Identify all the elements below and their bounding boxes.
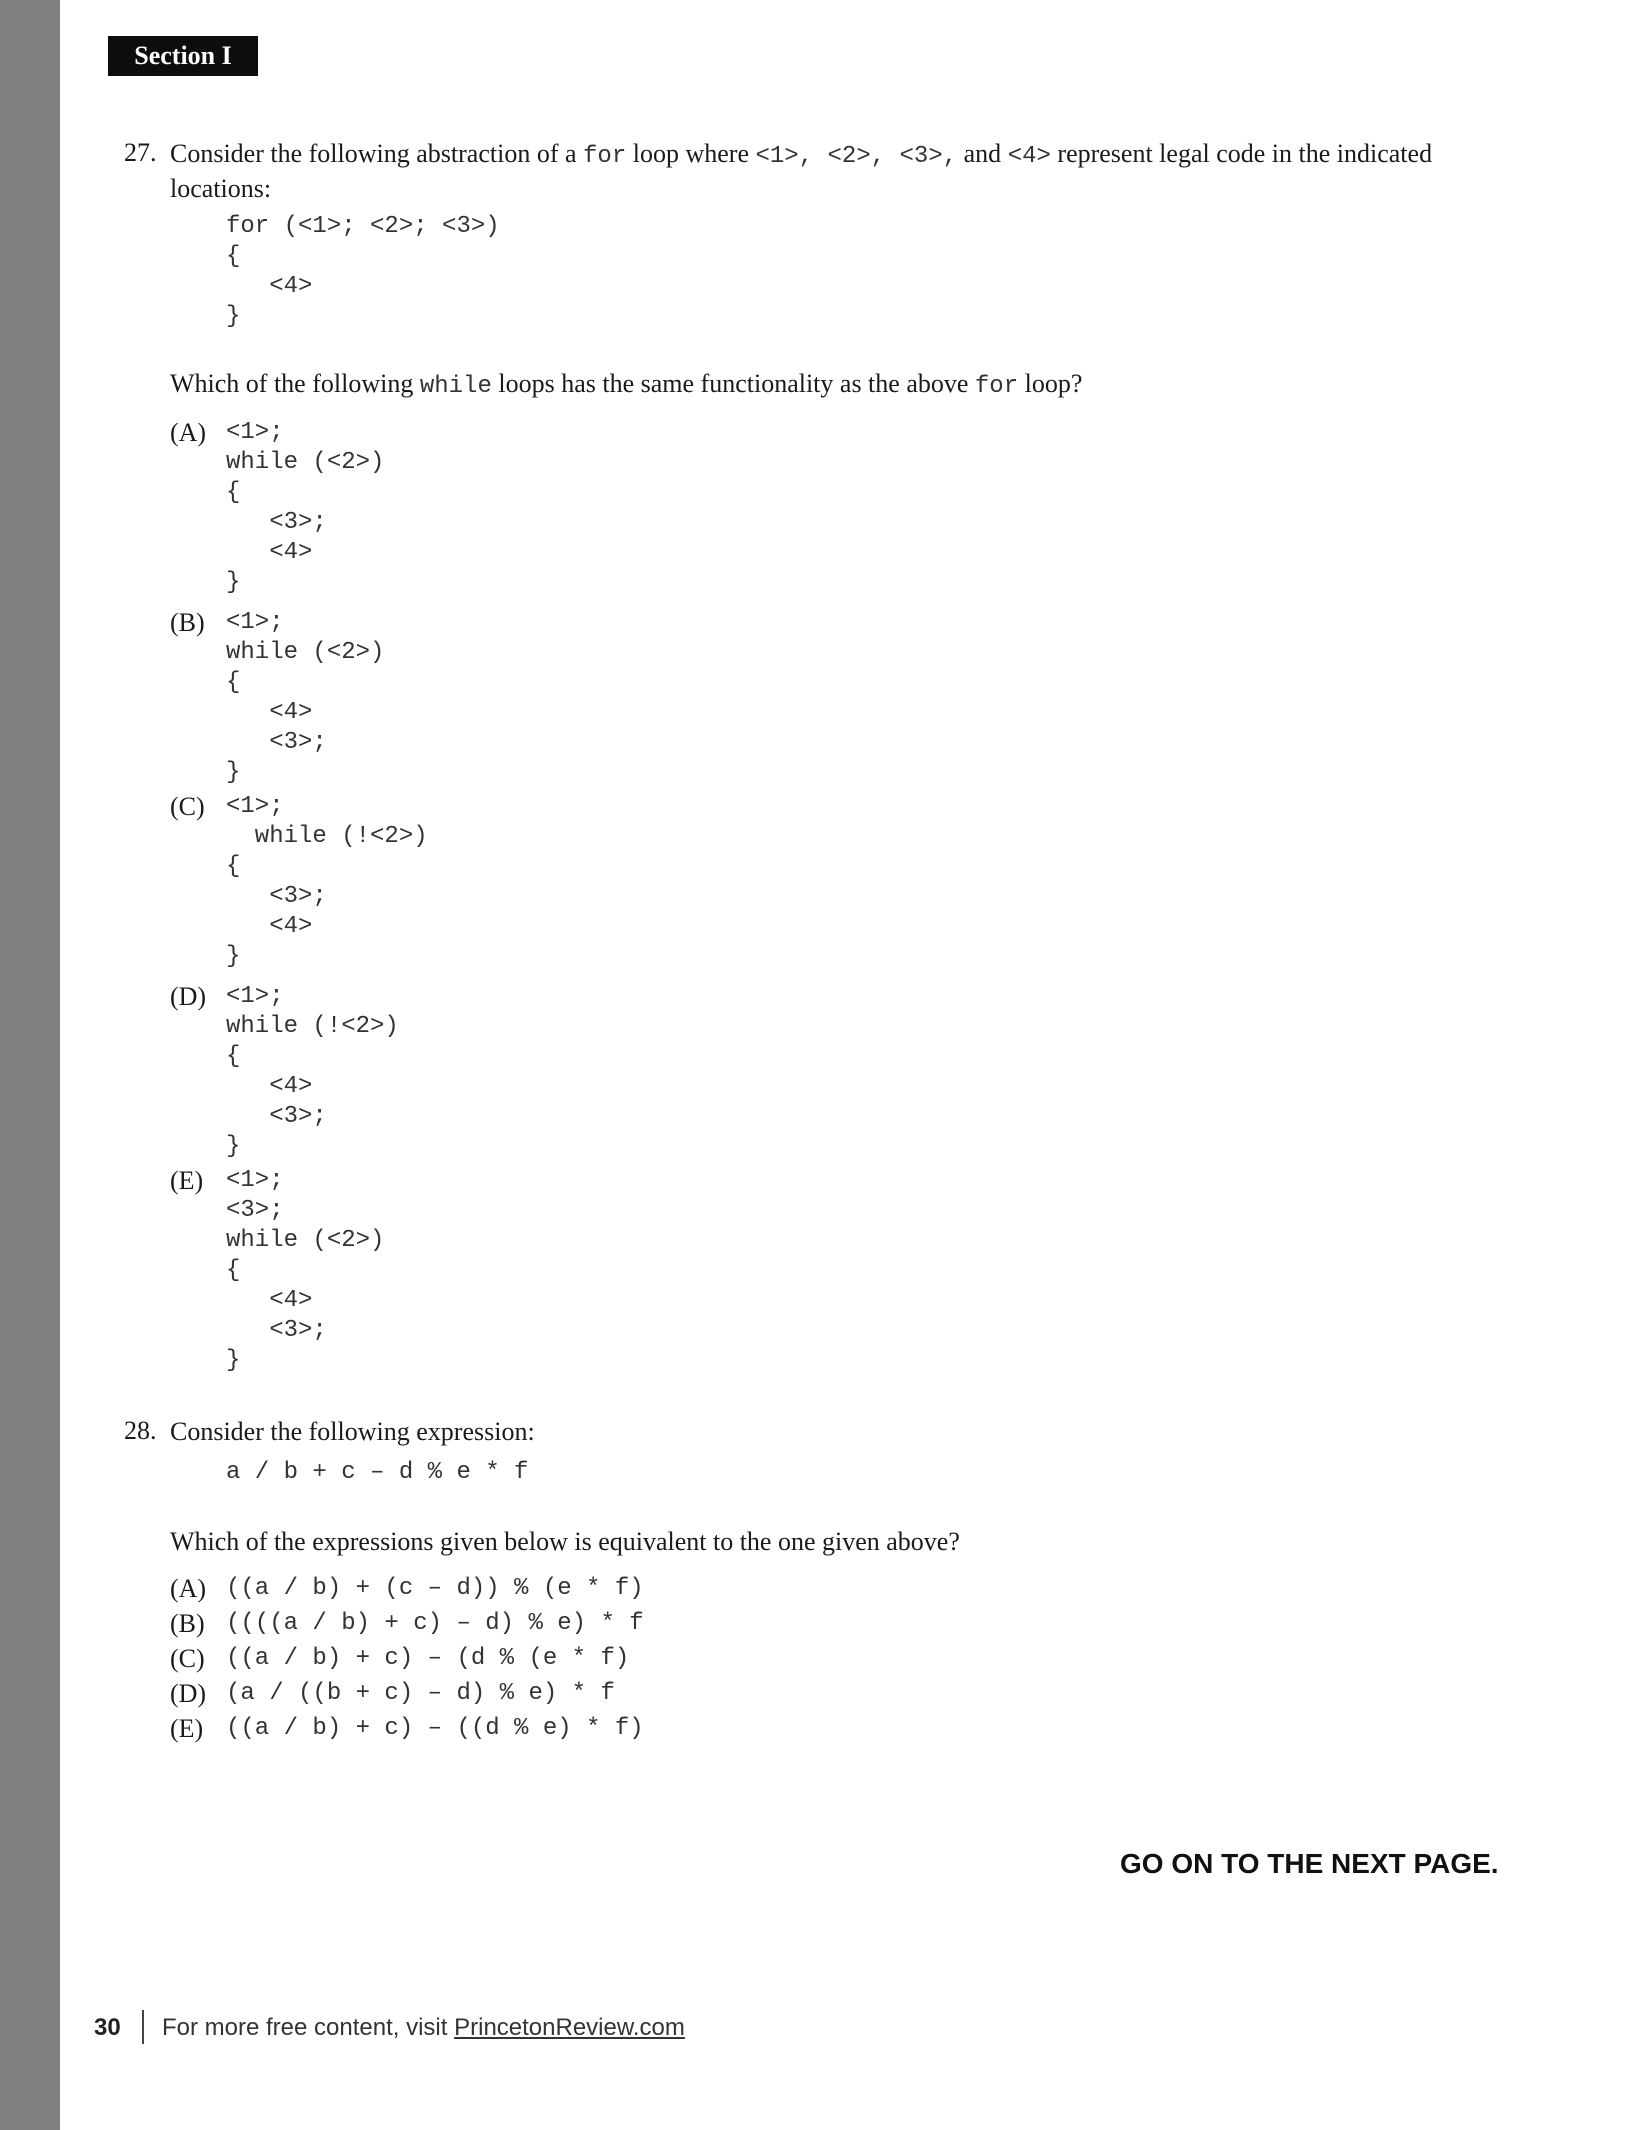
option-code-line: <4> [226,539,313,566]
text-run: and [957,139,1008,168]
question-28-stem: Consider the following expression: [170,1417,535,1446]
option-letter: (A) [170,418,207,447]
option-code-line: while (<2>) [226,639,385,666]
page-number: 30 [94,2014,121,2041]
footer-divider [142,2010,144,2044]
question-28-expression: a / b + c – d % e * f [226,1459,529,1486]
option-code-line: <3>; [226,1103,327,1130]
option-code-line: <4> [226,1287,313,1314]
option-code-line: <1>; [226,609,284,636]
option-letter: (E) [170,1714,204,1743]
page-gutter [0,0,60,2130]
option-letter: (B) [170,1609,205,1638]
code-line: for (<1>; <2>; <3>) [226,213,500,240]
inline-code: for [974,373,1019,400]
option-expression: ((a / b) + c) – ((d % e) * f) [226,1715,644,1742]
go-next-page-notice: GO ON TO THE NEXT PAGE. [1120,1848,1499,1879]
option-code-line: } [226,759,241,786]
option-code-line: } [226,1133,241,1160]
inline-code: <4> [1007,143,1051,170]
option-code-line: while (<2>) [226,1227,385,1254]
inline-code: <1>, <2>, <3>, [755,143,958,170]
option-code-line: <3>; [226,509,327,536]
option-letter: (C) [170,792,205,821]
option-code-line: while (!<2>) [226,823,428,850]
option-code-line: <1>; [226,793,284,820]
option-letter: (E) [170,1166,204,1195]
option-code-line: while (!<2>) [226,1013,399,1040]
question-27-prompt [170,368,1470,403]
option-code-line: <4> [226,913,313,940]
text-run: Which of the following [170,369,420,398]
code-line: <4> [226,273,313,300]
text-run: Consider the following abstraction of a [170,139,584,168]
text-run: loop where [626,139,756,168]
footer-text [162,2014,685,2042]
option-expression: ((a / b) + (c – d)) % (e * f) [226,1575,644,1602]
option-code-line: <3>; [226,1197,284,1224]
option-code-line: } [226,569,241,596]
inline-code: while [419,373,492,400]
option-code-line: <3>; [226,883,327,910]
option-code-line: <4> [226,699,313,726]
text-run: loop? [1018,369,1083,398]
option-code-line: <1>; [226,1167,284,1194]
option-code-line: { [226,479,241,506]
option-letter: (C) [170,1644,205,1673]
question-27-stem [170,138,1470,205]
option-code-line: { [226,1043,241,1070]
code-line: } [226,303,241,330]
option-code-line: { [226,669,241,696]
option-code-line: <1>; [226,419,284,446]
option-code-line: } [226,943,241,970]
option-letter: (B) [170,608,205,637]
footer-label: For more free content, visit [162,2014,455,2041]
option-letter: (A) [170,1574,207,1603]
option-letter: (D) [170,1679,207,1708]
option-code-line: } [226,1347,241,1374]
question-28-number: 28. [124,1416,157,1445]
option-code-line: <4> [226,1073,313,1100]
text-run: represent legal code in the indicated locations: [170,139,1433,203]
inline-code: for [583,143,627,170]
question-27-number: 27. [124,138,157,167]
option-code-line: { [226,1257,241,1284]
text-run: loops has the same functionality as the above [491,369,975,398]
option-letter: (D) [170,982,207,1011]
option-expression: ((a / b) + c) – (d % (e * f) [226,1645,630,1672]
option-expression: ((((a / b) + c) – d) % e) * f [226,1610,644,1637]
footer-link[interactable]: PrincetonReview.com [454,2014,685,2041]
section-label: Section I [108,36,258,76]
option-code-line: <3>; [226,1317,327,1344]
option-code-line: <3>; [226,729,327,756]
option-code-line: <1>; [226,983,284,1010]
option-expression: (a / ((b + c) – d) % e) * f [226,1680,615,1707]
question-28-prompt: Which of the expressions given below is equivalent to the one given above? [170,1527,960,1556]
code-line: { [226,243,241,270]
option-code-line: { [226,853,241,880]
option-code-line: while (<2>) [226,449,385,476]
